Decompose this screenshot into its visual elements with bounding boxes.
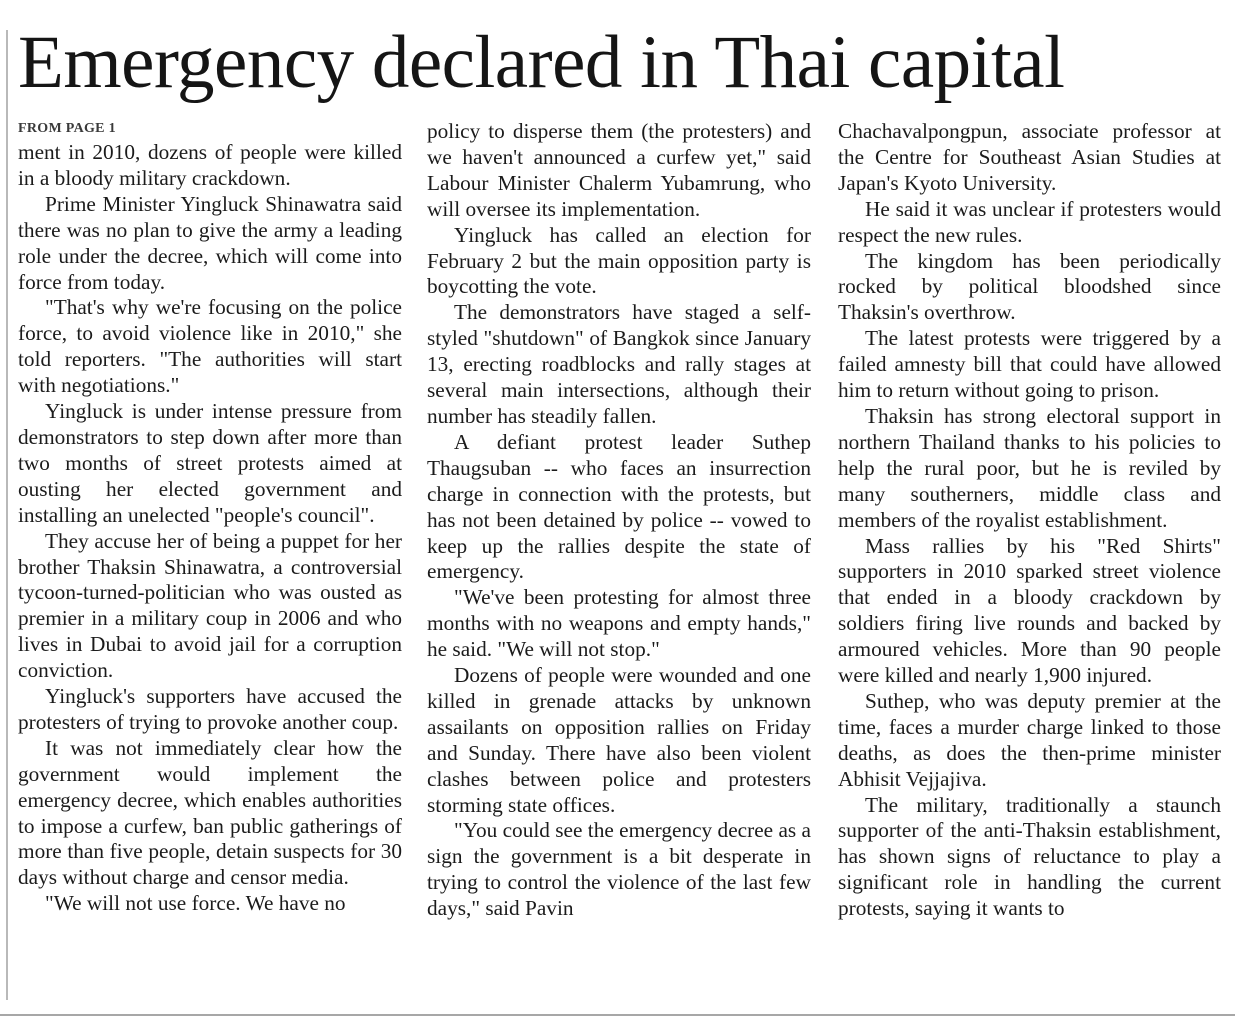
headline: Emergency declared in Thai capital xyxy=(18,21,1065,104)
article-column-3 xyxy=(838,119,1221,922)
paragraph: Dozens of people were wounded and one killed in grenade attacks by unknown assailants on opposition rallies on Friday and Sunday. There have also been violent clashes between police and protesters storming state offices. xyxy=(427,663,811,817)
paragraph: A defiant protest leader Suthep Thaugsuban -- who faces an insurrection charge in connection with the protests, but has not been detained by police -- vowed to keep up the rallies despite the state of emergency. xyxy=(427,429,811,584)
paragraph: Prime Minister Yingluck Shinawatra said there was no plan to give the army a leading role under the decree, which will come into force from today. xyxy=(18,191,402,294)
paragraph: Chachavalpongpun, associate professor at the Centre for Southeast Asian Studies at Japan's Kyoto University. xyxy=(838,119,1221,195)
paragraph: Mass rallies by his "Red Shirts" supporters in 2010 sparked street violence that ended in a bloody crackdown by soldiers firing live rounds and backed by armoured vehicles. More than 90 people were killed and nearly 1,900 injured. xyxy=(838,533,1221,688)
bottom-rule xyxy=(0,1014,1235,1016)
continuation-kicker: FROM PAGE 1 xyxy=(18,121,116,136)
paragraph: They accuse her of being a puppet for her brother Thaksin Shinawatra, a controversial tycoon-turned-politician who was ousted as premier in a military coup in 2006 and who lives in Dubai to avoid jail for a corruption conviction. xyxy=(18,528,402,683)
article-column-2 xyxy=(427,119,811,922)
paragraph: Suthep, who was deputy premier at the time, faces a murder charge linked to those deaths, as does the then-prime minister Abhisit Vejjajiva. xyxy=(838,688,1221,791)
paragraph: He said it was unclear if protesters would respect the new rules. xyxy=(838,196,1221,247)
paragraph: The latest protests were triggered by a failed amnesty bill that could have allowed him to return without going to prison. xyxy=(838,326,1221,403)
paragraph: "That's why we're focusing on the police force, to avoid violence like in 2010," she told reporters. "The authorities will start with negotiations." xyxy=(18,295,402,398)
paragraph: Yingluck is under intense pressure from demonstrators to step down after more than two months of street protests aimed at ousting her elected government and installing an unelected "people's council". xyxy=(18,399,402,527)
article-column-1 xyxy=(18,118,402,917)
paragraph: The kingdom has been periodically rocked by political bloodshed since Thaksin's overthrow. xyxy=(838,248,1221,325)
paragraph: Yingluck has called an election for February 2 but the main opposition party is boycotting the vote. xyxy=(427,222,811,299)
paragraph: The military, traditionally a staunch supporter of the anti-Thaksin establishment, has shown signs of reluctance to play a significant role in handling the current protests, saying it wants to xyxy=(838,792,1221,921)
left-column-rule xyxy=(6,30,8,1000)
paragraph: Yingluck's supporters have accused the protesters of trying to provoke another coup. xyxy=(18,684,402,734)
paragraph: The demonstrators have staged a self-styled "shutdown" of Bangkok since January 13, erecting roadblocks and rally stages at several main intersections, although their number has steadily fallen. xyxy=(427,300,811,428)
paragraph: Thaksin has strong electoral support in northern Thailand thanks to his policies to help the rural poor, but he is reviled by many southerners, middle class and members of the royalist establishment. xyxy=(838,403,1221,532)
paragraph: "We've been protesting for almost three months with no weapons and empty hands," he said. "We will not stop." xyxy=(427,585,811,662)
paragraph: "We will not use force. We have no xyxy=(45,891,346,916)
paragraph: policy to disperse them (the protesters) and we haven't announced a curfew yet," said Labour Minister Chalerm Yubamrung, who will oversee its implementation. xyxy=(427,119,811,221)
paragraph: It was not immediately clear how the government would implement the emergency decree, which enables authorities to impose a curfew, ban public gatherings of more than five people, detain suspects for 30 days without charge and censor media. xyxy=(18,735,402,890)
paragraph: "You could see the emergency decree as a sign the government is a bit desperate in trying to control the violence of the last few days," said Pavin xyxy=(427,818,811,921)
paragraph: ment in 2010, dozens of people were killed in a bloody military crackdown. xyxy=(18,140,402,190)
